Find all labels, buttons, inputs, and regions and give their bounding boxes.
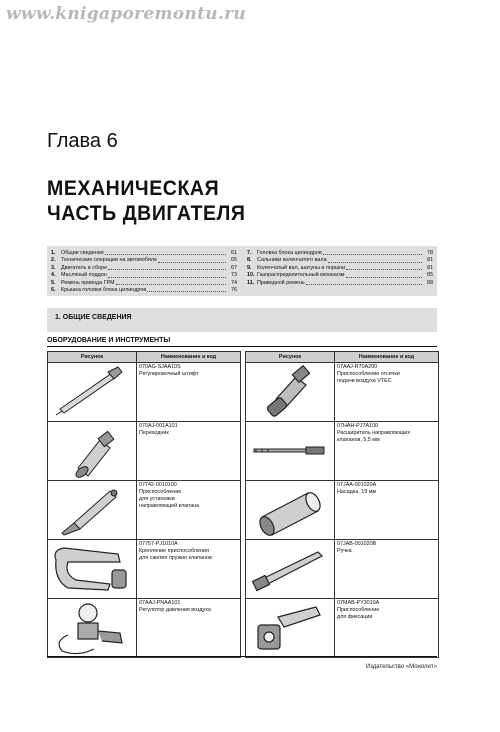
toc-left-column [51, 250, 237, 294]
toc-item-page: 85 [427, 272, 433, 279]
tool-row [246, 540, 438, 599]
tool-description [335, 540, 438, 598]
header-picture: Рисунок [246, 352, 335, 362]
tool-name-line: Насадка, 19 мм [337, 489, 377, 495]
table-header [48, 352, 240, 363]
tool-name-line: для установки [139, 496, 175, 502]
toc-item-number: 4. [51, 272, 56, 279]
vtec-air-stop-icon [246, 363, 335, 421]
valve-guide-reamer-icon [246, 422, 335, 480]
header-name: Наименование и код [160, 354, 217, 360]
toc-leader-dots [306, 280, 422, 285]
air-pressure-regulator-icon [48, 599, 137, 657]
toc-leader-dots [147, 287, 226, 292]
tool-name-line: Приспособление отсечки [337, 371, 400, 377]
toc-item [247, 280, 433, 287]
tool-code: 07MAB-PY3010A [337, 600, 380, 606]
toc-item-number: 5. [51, 279, 56, 286]
tool-name-line: Регулировочный штифт [139, 371, 199, 377]
subheading: ОБОРУДОВАНИЕ И ИНСТРУМЕНТЫ [47, 337, 171, 344]
toc-item-number: 2. [51, 257, 56, 264]
toc-item-number: 3. [51, 264, 56, 271]
toc-item-page: 81 [427, 257, 433, 264]
toc-item [247, 250, 433, 257]
tool-row [48, 599, 240, 657]
tool-code: 07757-PJ1010A [139, 541, 178, 547]
publisher: Издательство «Монолит» [365, 664, 437, 670]
toc-leader-dots [108, 272, 226, 277]
toc-item-number: 9. [247, 264, 252, 271]
toc-leader-dots [346, 265, 422, 270]
toc-right-column [247, 250, 433, 287]
toc-item-title: Коленчатый вал, шатуны и поршни [257, 264, 346, 271]
holder-tool-icon [246, 599, 335, 657]
tool-name-line: Регулятор давления воздуха [139, 607, 211, 613]
toc-item-title: Общие сведения [61, 250, 104, 256]
tool-description [335, 481, 438, 539]
tool-description [137, 540, 240, 598]
tool-name-line: Ручка [337, 548, 352, 554]
toc-item-title: Головка блока цилиндров [257, 250, 322, 256]
toc-item-page: 74 [231, 279, 237, 286]
tools-table-left [47, 351, 241, 658]
toc-item-page: 78 [427, 250, 433, 256]
toc-leader-dots [108, 265, 226, 270]
socket-19mm-icon [246, 481, 335, 539]
adjusting-pin-icon [48, 363, 137, 421]
toc-item-title: Сальники коленчатого вала [257, 257, 327, 264]
toc-leader-dots [323, 250, 422, 255]
adapter-icon [48, 422, 137, 480]
toc-item-page: 76 [231, 287, 237, 294]
toc-item-title: Масляный поддон [61, 272, 107, 279]
toc-item [51, 280, 237, 287]
toc-item-title: Ремень привода ГРМ [61, 279, 115, 286]
toc-item-number: 10. [247, 272, 255, 279]
tool-description [335, 422, 438, 480]
toc-item-page: 73 [231, 272, 237, 279]
chapter-heading: Глава 6 [47, 130, 118, 152]
section-header [47, 308, 437, 332]
table-of-contents [47, 246, 437, 296]
tool-code: 07JAB-001020B [337, 541, 377, 547]
tool-row [48, 422, 240, 481]
toc-item [247, 257, 433, 264]
tool-code: 070AG-SJAA10S [139, 364, 181, 370]
toc-leader-dots [328, 257, 422, 262]
toc-leader-dots [116, 280, 226, 285]
toc-item-page: 65 [231, 257, 237, 264]
valve-spring-compressor-icon [48, 540, 137, 598]
tool-description [137, 422, 240, 480]
tool-code: 07JAA-001020A [337, 482, 377, 488]
toc-item-title: Крышка головки блока цилиндров [61, 287, 147, 294]
toc-item-number: 11. [247, 279, 255, 286]
tool-row [48, 540, 240, 599]
watermark: www.knigaporemontu.ru [6, 4, 247, 24]
toc-item-page: 67 [231, 264, 237, 271]
handle-icon [246, 540, 335, 598]
tool-code: 07HAH-PJ7A100 [337, 423, 379, 429]
toc-item [51, 257, 237, 264]
toc-item-number: 6. [51, 287, 56, 294]
toc-item [51, 272, 237, 279]
tool-row [246, 422, 438, 481]
tool-name-line: подачи воздуха VTEC [337, 378, 392, 384]
tool-name-line: Приспособление [139, 489, 182, 495]
toc-item [51, 287, 237, 294]
toc-item-title: Технические операции на автомобиле [61, 257, 158, 264]
header-name: Наименование и код [358, 354, 415, 360]
toc-item-number: 1. [51, 250, 56, 256]
tool-description [137, 599, 240, 657]
tool-name-line: для фиксации [337, 614, 373, 620]
tool-code: 07AAJ-R70A200 [337, 364, 378, 370]
chapter-title [47, 176, 245, 226]
toc-item-title: Двигатель в сборе [61, 264, 108, 271]
toc-leader-dots [158, 257, 226, 262]
tool-code: 07AAJ-PNAA101 [139, 600, 181, 606]
chapter-title-line-1: МЕХАНИЧЕСКАЯ [47, 177, 220, 200]
toc-leader-dots [346, 272, 423, 277]
toc-item-title: Приводной ремень [257, 279, 305, 286]
tool-name-line: Расширитель направляющих [337, 430, 411, 436]
tools-table-right [245, 351, 439, 658]
tool-name-line: Переходник [139, 430, 169, 436]
toc-item-title: Газораспределительный механизм [257, 272, 345, 279]
tool-name-line: Приспособление [337, 607, 380, 613]
tool-row [246, 481, 438, 540]
toc-item-number: 7. [247, 250, 252, 256]
tool-code: 07742-0010100 [139, 482, 177, 488]
tool-row [48, 363, 240, 422]
valve-guide-driver-icon [48, 481, 137, 539]
table-header [246, 352, 438, 363]
tool-name-line: Крепление приспособления [139, 548, 209, 554]
tool-description [137, 481, 240, 539]
toc-item [51, 250, 237, 257]
toc-item-page: 88 [427, 279, 433, 286]
tool-row [48, 481, 240, 540]
tool-row [246, 599, 438, 657]
toc-leader-dots [105, 250, 226, 255]
tool-code: 070AJ-001A101 [139, 423, 178, 429]
tool-row [246, 363, 438, 422]
footer-rule [47, 656, 437, 657]
subheading-rule [47, 346, 437, 347]
tool-name-line: клапанов, 5,5 мм [337, 437, 380, 443]
tool-description [137, 363, 240, 421]
toc-item-number: 8. [247, 257, 252, 264]
toc-item-page: 81 [427, 264, 433, 271]
toc-item-page: 61 [231, 250, 237, 256]
toc-item [247, 272, 433, 279]
tool-name-line: для сжатия пружин клапанов [139, 555, 212, 561]
chapter-title-line-2: ЧАСТЬ ДВИГАТЕЛЯ [47, 202, 246, 225]
header-picture: Рисунок [48, 352, 137, 362]
tool-name-line: направляющей клапана [139, 503, 200, 509]
tool-description [335, 363, 438, 421]
tool-description [335, 599, 438, 657]
section-title: 1. ОБЩИЕ СВЕДЕНИЯ [55, 314, 132, 321]
